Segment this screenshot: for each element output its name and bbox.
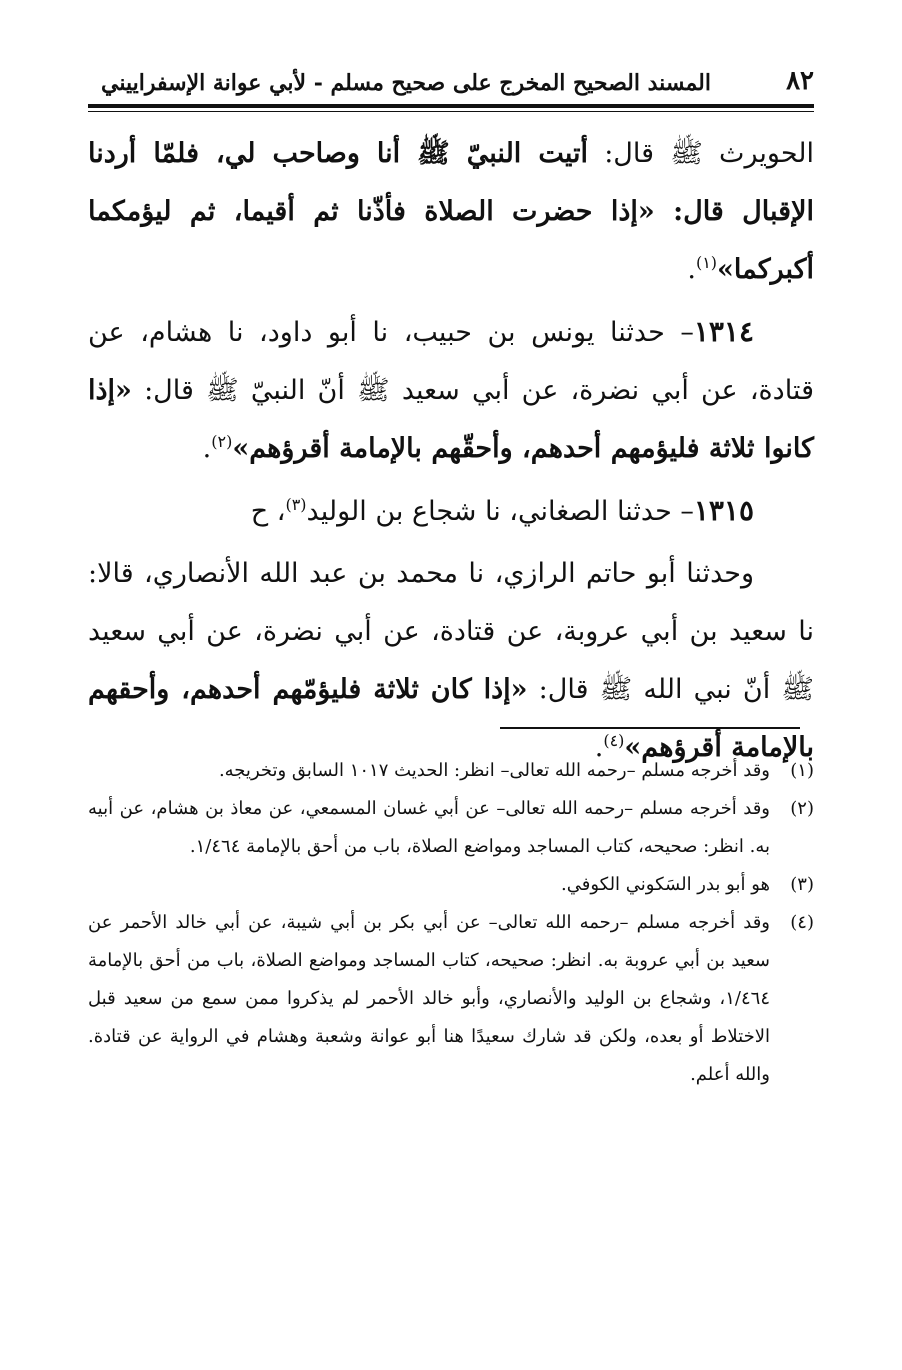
p1-bold-text: أتيت النبيّ ﷺ أنا وصاحب لي، فلمّا أردنا الإقبال قال: <box>88 138 814 227</box>
footnote-text: وقد أخرجه مسلم –رحمه الله تعالى– عن أبي غسان المسمعي، عن معاذ بن هشام، عن أبيه به. انظر: صحيحه، كتاب المساجد ومواضع الصلاة، باب من أحق بالإمامة ١/٤٦٤. <box>88 798 770 857</box>
p3-text-end: ، ح <box>250 496 286 527</box>
footnote-number: (١) <box>790 760 814 781</box>
p3-text: – حدثنا الصغاني، نا شجاع بن الوليد <box>306 496 694 527</box>
footnotes <box>88 752 814 1094</box>
footnote-number: (٢) <box>790 798 814 819</box>
p4-text: وحدثنا أبو حاتم الرازي، نا محمد بن عبد الله الأنصاري، قالا: نا سعيد بن أبي عروبة، عن قتادة، عن أبي نضرة، عن أبي سعيد ﷺ أنّ نبي الله ﷺ قال: <box>88 558 814 705</box>
p4-quote: «إذا كان ثلاثة فليؤمّهم أحدهم، وأحقهم بالإمامة أقرؤهم» <box>88 674 814 763</box>
p1-intro: الحويرث ﷺ قال: <box>588 138 814 169</box>
hadith-1314 <box>88 303 814 478</box>
p2-text: – حدثنا يونس بن حبيب، نا أبو داود، نا هشام، عن قتادة، عن أبي نضرة، عن أبي سعيد ﷺ أنّ النبيّ ﷺ قال: <box>88 317 814 406</box>
header-rule-thin <box>88 111 814 112</box>
footnote-ref-4[interactable]: (٤) <box>603 731 625 750</box>
footnote-number: (٣) <box>790 874 814 895</box>
header-rule-thick <box>88 104 814 108</box>
p2-end: . <box>202 433 212 464</box>
p4-end: . <box>594 732 604 763</box>
footnote-ref-2[interactable]: (٢) <box>211 432 233 451</box>
footnote-1 <box>88 752 814 790</box>
footnote-ref-3[interactable]: (٣) <box>285 495 307 514</box>
footnote-4 <box>88 904 814 1094</box>
footnote-ref-1[interactable]: (١) <box>695 253 718 272</box>
footnote-text: وقد أخرجه مسلم –رحمه الله تعالى– عن أبي بكر بن أبي شيبة، عن أبي خالد الأحمر عن سعيد بن أبي عروبة به. انظر: صحيحه، كتاب المساجد ومواضع الصلاة، باب من أحق بالإمامة ١/٤٦٤، وشجاع بن الوليد والأنصاري، وأبو خالد الأحمر لم يذكروا ممن سمع من سعيد قبل الاختلاط أو بعده، ولكن قد شارك سعيدًا هنا أبو عوانة وشعبة وهشام في الرواية عن قتادة. والله أعلم. <box>88 912 770 1085</box>
running-title: المسند الصحيح المخرج على صحيح مسلم - لأبي عوانة الإسفراييني <box>101 70 711 96</box>
hadith-1315 <box>88 482 814 541</box>
hadith-number-1315: ١٣١٥ <box>693 494 754 527</box>
footnote-separator <box>500 727 800 729</box>
footnote-text: وقد أخرجه مسلم –رحمه الله تعالى– انظر: الحديث ١٠١٧ السابق وتخريجه. <box>218 760 770 781</box>
page-number: ٨٢ <box>786 66 814 96</box>
p1-end: . <box>687 254 696 285</box>
page-header <box>88 62 814 106</box>
paragraph-1 <box>88 125 814 299</box>
hadith-number-1314: ١٣١٤ <box>693 315 754 348</box>
p1-quote: «إذا حضرت الصلاة فأذّنا ثم أقيما، ثم ليؤمكما أكبركما» <box>88 196 814 285</box>
footnote-3 <box>88 866 814 904</box>
footnote-2 <box>88 790 814 866</box>
main-text <box>88 125 814 781</box>
p2-quote: «إذا كانوا ثلاثة فليؤمهم أحدهم، وأحقّهم بالإمامة أقرؤهم» <box>88 375 814 464</box>
paragraph-4 <box>88 545 814 777</box>
footnote-text: هو أبو بدر السَكوني الكوفي. <box>561 874 770 895</box>
footnote-number: (٤) <box>790 912 814 933</box>
